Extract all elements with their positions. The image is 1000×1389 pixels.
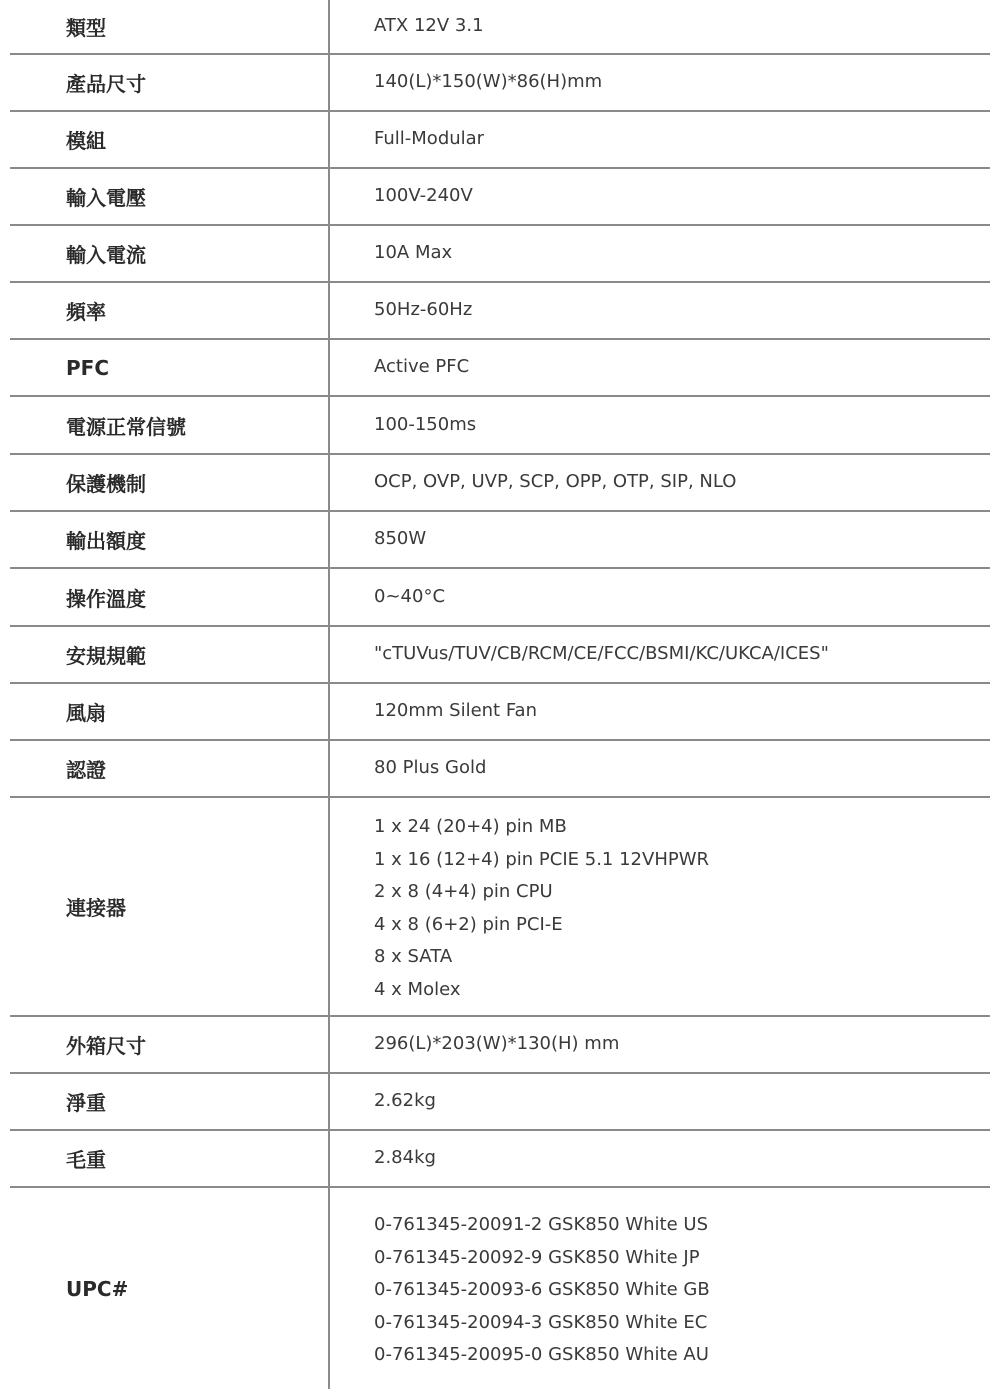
spec-value: [330, 55, 990, 110]
spec-label: 頻率: [10, 283, 330, 338]
spec-value-line: 850W: [374, 528, 427, 550]
spec-value-line: ATX 12V 3.1: [374, 15, 484, 37]
spec-value: [330, 569, 990, 625]
spec-row: [10, 0, 990, 55]
spec-value: [330, 397, 990, 453]
spec-row: [10, 112, 990, 169]
spec-label: 電源正常信號: [10, 397, 330, 453]
spec-row: [10, 226, 990, 283]
spec-row: [10, 55, 990, 112]
spec-label: 外箱尺寸: [10, 1017, 330, 1072]
spec-value: [330, 627, 990, 682]
spec-label: 保護機制: [10, 455, 330, 510]
spec-value: [330, 1074, 990, 1129]
spec-value-line: 0-761345-20092-9 GSK850 White JP: [374, 1246, 700, 1268]
spec-value-line: 0-761345-20094-3 GSK850 White EC: [374, 1311, 708, 1333]
spec-value-line: OCP, OVP, UVP, SCP, OPP, OTP, SIP, NLO: [374, 471, 737, 493]
spec-value-line: 50Hz-60Hz: [374, 299, 473, 321]
spec-value-line: 140(L)*150(W)*86(H)mm: [374, 71, 603, 93]
spec-value-line: 0~40°C: [374, 585, 446, 607]
spec-label: 認證: [10, 741, 330, 796]
spec-value-line: 4 x 8 (6+2) pin PCI-E: [374, 913, 563, 935]
spec-value: [330, 1131, 990, 1186]
spec-row: [10, 455, 990, 512]
spec-label: PFC: [10, 340, 330, 395]
spec-label: 風扇: [10, 684, 330, 739]
spec-value-line: 0-761345-20095-0 GSK850 White AU: [374, 1344, 709, 1366]
spec-row: [10, 1074, 990, 1131]
spec-value: [330, 340, 990, 395]
spec-value: [330, 684, 990, 739]
spec-label: 連接器: [10, 798, 330, 1015]
spec-value-line: 0-761345-20091-2 GSK850 White US: [374, 1214, 709, 1236]
spec-row: [10, 1131, 990, 1188]
spec-value-line: "cTUVus/TUV/CB/RCM/CE/FCC/BSMI/KC/UKCA/ICES": [374, 643, 829, 665]
spec-label: 輸出額度: [10, 512, 330, 567]
spec-value: [330, 455, 990, 510]
spec-value-line: 2 x 8 (4+4) pin CPU: [374, 881, 553, 902]
spec-value-line: 100V-240V: [374, 185, 473, 207]
spec-value-line: 296(L)*203(W)*130(H) mm: [374, 1033, 620, 1055]
spec-value-line: 1 x 16 (12+4) pin PCIE 5.1 12VHPWR: [374, 848, 710, 870]
spec-label: 輸入電壓: [10, 169, 330, 224]
spec-value-line: 100-150ms: [374, 413, 477, 435]
spec-value: [330, 283, 990, 338]
spec-row: [10, 684, 990, 741]
spec-value: [330, 741, 990, 796]
spec-label: 類型: [10, 0, 330, 53]
spec-value-line: 1 x 24 (20+4) pin MB: [374, 816, 567, 837]
spec-label: 輸入電流: [10, 226, 330, 281]
spec-value-line: 4 x Molex: [374, 978, 461, 1000]
spec-value: [330, 112, 990, 167]
spec-value: [330, 0, 990, 53]
spec-value: [330, 169, 990, 224]
spec-value-line: 10A Max: [374, 242, 453, 264]
spec-row: [10, 569, 990, 627]
spec-value-line: 120mm Silent Fan: [374, 700, 537, 722]
spec-value: [330, 512, 990, 567]
spec-row: [10, 397, 990, 455]
spec-row: [10, 169, 990, 226]
spec-value: [330, 798, 990, 1015]
spec-value-line: 2.62kg: [374, 1090, 436, 1112]
spec-row: [10, 627, 990, 684]
spec-value: [330, 1188, 990, 1389]
spec-row: [10, 283, 990, 340]
spec-value-line: 8 x SATA: [374, 946, 453, 967]
spec-row: [10, 741, 990, 798]
spec-row: [10, 340, 990, 397]
spec-label: 產品尺寸: [10, 55, 330, 110]
spec-label: 毛重: [10, 1131, 330, 1186]
spec-label: 安規規範: [10, 627, 330, 682]
spec-label: 模組: [10, 112, 330, 167]
spec-row: [10, 1017, 990, 1074]
spec-value-line: 0-761345-20093-6 GSK850 White GB: [374, 1279, 710, 1301]
spec-value-line: Full-Modular: [374, 128, 485, 150]
spec-label: 操作溫度: [10, 569, 330, 625]
spec-value: [330, 226, 990, 281]
spec-label: 淨重: [10, 1074, 330, 1129]
spec-row: [10, 512, 990, 569]
spec-value-line: 80 Plus Gold: [374, 757, 487, 779]
spec-value-line: Active PFC: [374, 356, 470, 378]
spec-value-line: 2.84kg: [374, 1147, 436, 1169]
spec-row: [10, 798, 990, 1017]
spec-label: UPC#: [10, 1188, 330, 1389]
spec-row: [10, 1188, 990, 1389]
spec-value: [330, 1017, 990, 1072]
